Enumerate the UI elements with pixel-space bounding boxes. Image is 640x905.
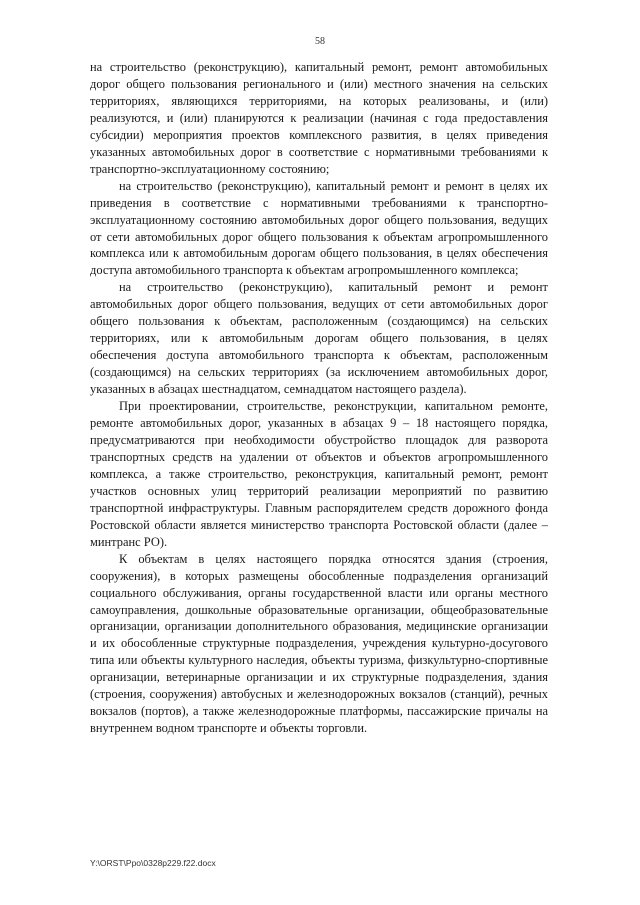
body-text [90,59,548,737]
paragraph-roads-rural-objects: на строительство (реконструкцию), капитальный ремонт и ремонт автомобильных дорог общего пользования, ведущих от сети автомобильных дорог общего пользования к объектам, расположенным (создающимся) на сельских территориях, или к автомобильным дорогам общего пользования, в целях обеспечения доступа автомобильного транспорта к объектам, расположенным (создающимся) на сельских территориях (за исключением автомобильных дорог, указанных в абзацах шестнадцатом, семнадцатом настоящего раздела). [90,280,548,397]
page-number: 58 [315,36,325,47]
paragraph-design-construction: При проектировании, строительстве, реконструкции, капитальном ремонте, ремонте автомобильных дорог, указанных в абзацах 9 – 18 настоящего порядка, предусматриваются при необходимости обустройство площадок для разворота транспортных средств на удалении от объектов и объектов агропромышленного комплекса, а также строительство, реконструкция, капитальный ремонт, ремонт участков основных улиц территорий реализации мероприятий по развитию транспортной инфраструктуры. Главным распорядителем средств дорожного фонда Ростовской области является министерство транспорта Ростовской области (далее – минтранс РО). [90,399,548,549]
paragraph-roads-agro-complex: на строительство (реконструкцию), капитальный ремонт и ремонт в целях их приведения в соответствие с нормативными требованиями к транспортно-эксплуатационному состоянию автомобильных дорог общего пользования, ведущих от сети автомобильных дорог общего пользования к объектам агропромышленного комплекса или к автомобильным дорогам общего пользования, в целях обеспечения доступа автомобильного транспорта к объектам агропромышленного комплекса; [90,178,548,278]
footer-file-path: Y:\ORST\Ppo\0328p229.f22.docx [90,858,216,868]
paragraph-roads-rural-territories: на строительство (реконструкцию), капитальный ремонт, ремонт автомобильных дорог общего пользования регионального и (или) местного значения на сельских территориях, являющихся территориями, на которых реализованы, и (или) реализуются, и (или) планируются к реализации (начиная с года предоставления субсидии) мероприятия проектов комплексного развития, в целях приведения указанных автомобильных дорог в соответствие с нормативными требованиями к транспортно-эксплуатационному состоянию; [90,60,548,176]
paragraph-objects-definition: К объектам в целях настоящего порядка относятся здания (строения, сооружения), в которых размещены обособленные подразделения организаций социального обслуживания, органы государственной власти или органы местного самоуправления, дошкольные образовательные организации, общеобразовательные организации, организации дополнительного образования, медицинские организации и их обособленные структурные подразделения, учреждения культурно-досугового типа или объекты культурного наследия, объекты туризма, физкультурно-спортивные организации, ветеринарные организации и их структурные подразделения, здания (строения, сооружения) автобусных и железнодорожных вокзалов (станций), речных вокзалов (портов), а также железнодорожные платформы, пассажирские причалы на внутреннем водном транспорте и объекты торговли. [90,551,548,736]
